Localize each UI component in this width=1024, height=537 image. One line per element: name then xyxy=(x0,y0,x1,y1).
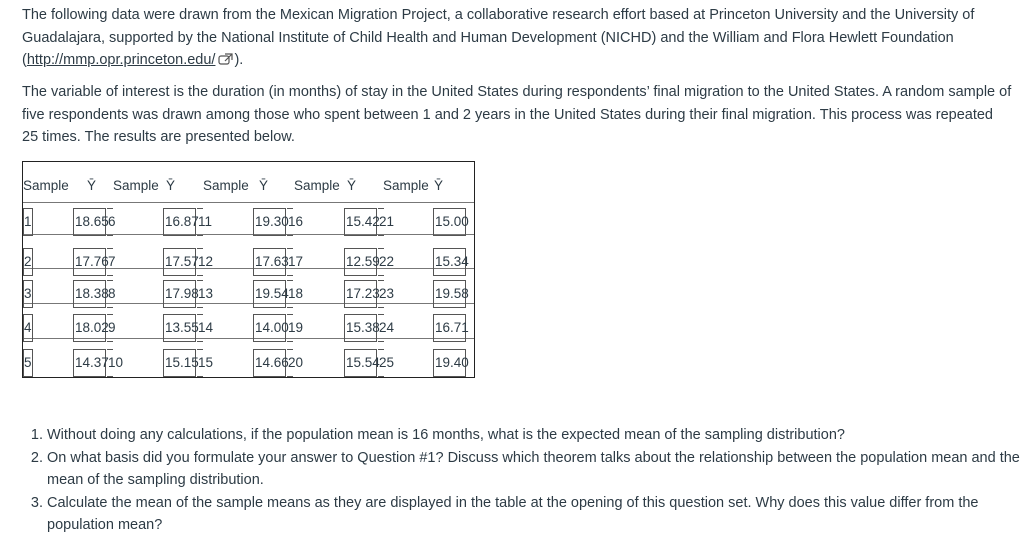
header-ybar: Ȳ xyxy=(259,178,269,193)
intro-paragraph xyxy=(22,4,1012,74)
header-sample: Sample xyxy=(294,178,340,193)
sample-number: 15 xyxy=(198,355,214,370)
sample-number: 23 xyxy=(379,286,395,301)
header-ybar: Ȳ xyxy=(166,178,176,193)
index-box xyxy=(23,314,33,342)
sample-number: 10 xyxy=(108,355,124,370)
sample-mean-value: 15.38 xyxy=(346,320,380,335)
sample-number: 8 xyxy=(108,286,116,301)
sample-mean-value: 16.71 xyxy=(435,320,469,335)
sample-number: 2 xyxy=(24,254,32,269)
sample-mean-value: 14.00 xyxy=(255,320,289,335)
sample-mean-value: 17.76 xyxy=(75,254,109,269)
mmp-link[interactable]: http://mmp.opr.princeton.edu/ xyxy=(26,52,216,68)
sample-number: 20 xyxy=(288,355,304,370)
header-sample: Sample xyxy=(23,178,69,193)
sample-mean-value: 16.87 xyxy=(165,214,199,229)
sample-mean-value: 17.57 xyxy=(165,254,199,269)
sample-number: 11 xyxy=(198,214,213,229)
sample-mean-value: 15.34 xyxy=(435,254,469,269)
sample-mean-value: 19.54 xyxy=(255,286,289,301)
header-ybar: Ȳ xyxy=(347,178,357,193)
sample-number: 12 xyxy=(198,254,214,269)
header-ybar: Ȳ xyxy=(87,178,97,193)
variable-paragraph: The variable of interest is the duration (in months) of stay in the United States during respondents’ final migration to the United States. A random sample of five respondents was drawn among those who spent between 1 and 2 years in the United States during their final migration. This process was repeated 25 times. The results are presented below. xyxy=(22,84,1012,145)
sample-mean-value: 13.55 xyxy=(165,320,199,335)
intro-tail: ). xyxy=(234,52,244,68)
sample-mean-value: 17.63 xyxy=(255,254,289,269)
sample-number: 3 xyxy=(24,286,32,301)
table-rule xyxy=(23,202,474,203)
sample-number: 16 xyxy=(288,214,304,229)
sample-number: 13 xyxy=(198,286,214,301)
sample-number: 18 xyxy=(288,286,304,301)
sample-mean-value: 15.42 xyxy=(346,214,380,229)
sample-number: 4 xyxy=(24,320,32,335)
index-box xyxy=(23,208,33,236)
sample-mean-value: 19.30 xyxy=(255,214,289,229)
external-link-icon[interactable] xyxy=(218,51,234,74)
question-item: 2. On what basis did you formulate your answer to Question #1? Discuss which theorem talks about the relationship between the population mean and the mean of the sampling distribution. xyxy=(47,447,1024,492)
sample-number: 6 xyxy=(108,214,116,229)
header-ybar: Ȳ xyxy=(434,178,444,193)
intro-text: The following data were drawn from the Mexican Migration Project, a collaborative research effort based at Princeton University and the University of Guadalajara, supported by the National Institute of Child Health and Human Development (NICHD) and the William and Flora Hewlett Foundation ( xyxy=(22,7,975,68)
sample-mean-value: 18.65 xyxy=(75,214,109,229)
index-box xyxy=(23,349,33,377)
sample-number: 7 xyxy=(108,254,116,269)
sample-mean-value: 17.23 xyxy=(346,286,380,301)
sample-number: 25 xyxy=(379,355,395,370)
index-box xyxy=(23,248,33,276)
sample-mean-value: 17.98 xyxy=(165,286,199,301)
sample-mean-value: 15.00 xyxy=(435,214,469,229)
header-sample: Sample xyxy=(113,178,159,193)
question-list xyxy=(22,424,1024,537)
sample-mean-value: 12.59 xyxy=(346,254,380,269)
sample-number: 22 xyxy=(379,254,395,269)
sample-mean-value: 18.02 xyxy=(75,320,109,335)
sample-mean-value: 15.15 xyxy=(165,355,199,370)
sample-number: 24 xyxy=(379,320,395,335)
sample-mean-value: 18.38 xyxy=(75,286,109,301)
question-item: 1. Without doing any calculations, if the population mean is 16 months, what is the expected mean of the sampling distribution? xyxy=(47,424,1024,447)
question-item: 3. Calculate the mean of the sample means as they are displayed in the table at the opening of this question set. Why does this value differ from the population mean? xyxy=(47,492,1024,537)
header-sample: Sample xyxy=(203,178,249,193)
sample-mean-value: 15.54 xyxy=(346,355,380,370)
sample-number: 1 xyxy=(24,214,32,229)
sample-mean-value: 14.37 xyxy=(75,355,109,370)
sample-number: 9 xyxy=(108,320,116,335)
sample-number: 17 xyxy=(288,254,304,269)
sample-means-table xyxy=(22,161,475,378)
sample-number: 21 xyxy=(379,214,395,229)
index-box xyxy=(23,280,33,308)
sample-number: 19 xyxy=(288,320,304,335)
header-sample: Sample xyxy=(383,178,429,193)
sample-mean-value: 19.40 xyxy=(435,355,469,370)
sample-mean-value: 19.58 xyxy=(435,286,469,301)
sample-number: 5 xyxy=(24,355,32,370)
sample-number: 14 xyxy=(198,320,214,335)
sample-mean-value: 14.66 xyxy=(255,355,289,370)
